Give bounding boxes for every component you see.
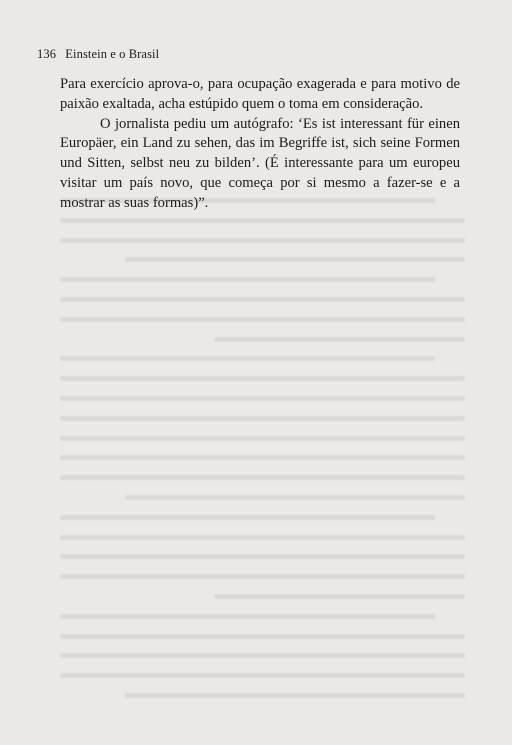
- running-header: [37, 47, 159, 62]
- paragraph: Para exercício aprova-o, para ocupação exagerada e para motivo de paixão exaltada, acha estúpido quem o toma em consideração.: [60, 76, 460, 112]
- page-number: 136: [37, 47, 57, 61]
- body-text: [60, 75, 460, 214]
- paragraph: O jornalista pediu um autógrafo: ‘Es ist interessant für einen Europäer, ein Land zu sehen, das im Begriffe ist, sich seine Formen und Sitten, selbst neu zu bilden’. (É interessante para um europeu visitar um país novo, que começa por si mesmo a fazer-se e a mostrar as suas formas)”.: [60, 115, 460, 211]
- reverse-side-bleed-through: [60, 198, 465, 708]
- running-title: Einstein e o Brasil: [65, 47, 160, 61]
